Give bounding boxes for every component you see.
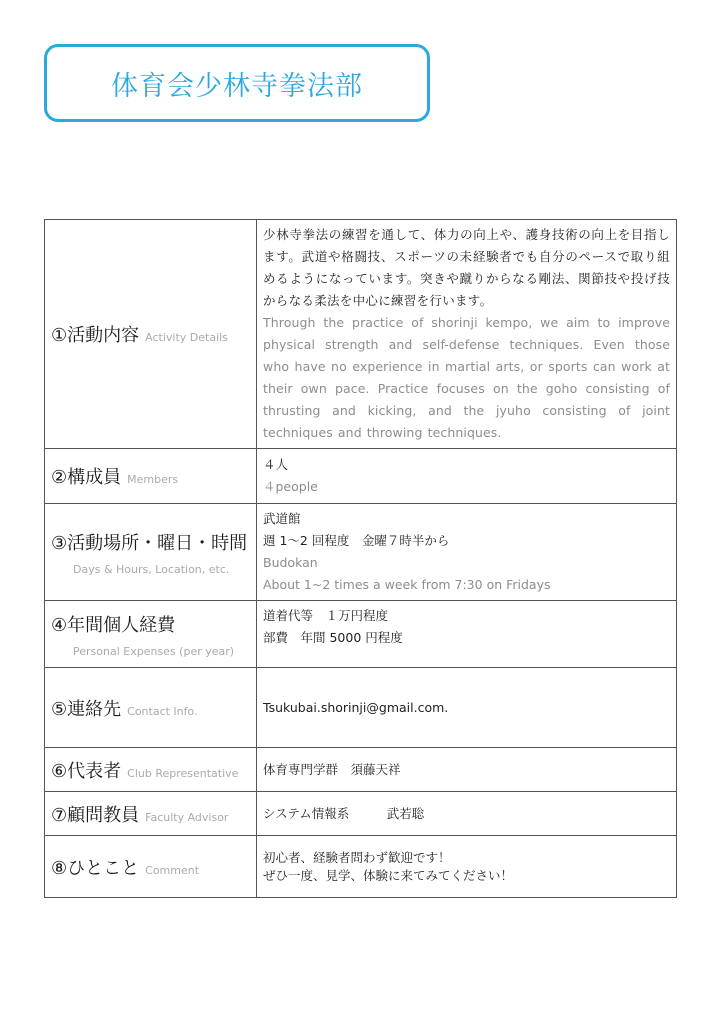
representative-name: 体育専門学群 須藤天祥 — [263, 761, 401, 777]
label-schedule: ③活動場所・曜日・時間 — [51, 532, 248, 554]
activity-text-jp: 少林寺拳法の練習を通して、体力の向上や、護身技術の向上を目指します。武道や格闘技、スポーツの未経験者でも自分のペースで取り組めるようになっています。突きや蹴りからなる剛法、関節技や投げ技からなる柔法を中心に練習を行います。 — [263, 227, 670, 308]
content-schedule — [257, 504, 677, 601]
row-label-schedule — [45, 504, 257, 601]
contact-email: Tsukubai.shorinji@gmail.com. — [263, 699, 449, 715]
content-comment — [257, 836, 677, 898]
row-label-representative — [45, 748, 257, 792]
comment-line-2: ぜひ一度、見学、体験に来てみてください！ — [263, 867, 514, 883]
schedule-place-en: Budokan — [263, 555, 318, 570]
label-en-contact: Contact Info. — [127, 704, 198, 718]
table-row-activity — [45, 220, 677, 449]
label-en-expenses: Personal Expenses (per year) — [73, 644, 235, 658]
row-label-comment — [45, 836, 257, 898]
content-expenses — [257, 601, 677, 668]
content-advisor — [257, 792, 677, 836]
table-row-members — [45, 449, 677, 504]
schedule-time-jp: 週 1～2 回程度 金曜７時半から — [263, 533, 450, 548]
schedule-place-jp: 武道館 — [263, 511, 301, 526]
content-members — [257, 449, 677, 504]
label-comment: ⑧ひとこと — [51, 857, 140, 879]
label-activity: ①活動内容 — [51, 325, 140, 346]
table-row-schedule — [45, 504, 677, 601]
table-row-expenses — [45, 601, 677, 668]
table-row-comment — [45, 836, 677, 898]
label-expenses: ④年間個人経費 — [51, 614, 176, 636]
row-label-contact — [45, 668, 257, 748]
row-label-activity — [45, 220, 257, 449]
label-representative: ⑥代表者 — [51, 760, 122, 782]
comment-line-1: 初心者、経験者問わず歓迎です！ — [263, 849, 451, 865]
label-advisor: ⑦顧問教員 — [51, 804, 140, 826]
content-representative — [257, 748, 677, 792]
label-en-advisor: Faculty Advisor — [145, 810, 229, 824]
label-en-activity: Activity Details — [145, 331, 228, 344]
label-en-members: Members — [127, 473, 179, 486]
label-contact: ⑤連絡先 — [51, 698, 122, 720]
row-label-members — [45, 449, 257, 504]
table-row-advisor — [45, 792, 677, 836]
table-row-contact — [45, 668, 677, 748]
content-activity — [257, 220, 677, 449]
members-count-en: ４people — [263, 479, 318, 494]
label-en-comment: Comment — [145, 863, 200, 877]
table-row-representative — [45, 748, 677, 792]
page-title: 体育会少林寺拳法部 — [111, 70, 363, 102]
club-info-table — [44, 219, 677, 898]
label-members: ②構成員 — [51, 467, 122, 488]
activity-text-en: Through the practice of shorinji kempo, we aim to improve physical strength and self-defense techniques. Even those who have no experience in martial arts, or sports can work at their own pace. Practice focuses on the goho consisting of thrusting and kicking, and the jyuho consisting of joint techniques and throwing techniques. — [263, 315, 670, 440]
title-box — [44, 44, 430, 122]
label-en-representative: Club Representative — [127, 766, 239, 780]
advisor-name: システム情報系 武若聡 — [263, 805, 425, 821]
members-count-jp: ４人 — [263, 457, 289, 472]
label-en-schedule: Days & Hours, Location, etc. — [73, 562, 230, 576]
schedule-time-en: About 1~2 times a week from 7:30 on Fridays — [263, 577, 551, 592]
expenses-uniform: 道着代等 １万円程度 — [263, 608, 389, 623]
row-label-advisor — [45, 792, 257, 836]
expenses-dues: 部費 年間 5000 円程度 — [263, 630, 403, 645]
content-contact — [257, 668, 677, 748]
row-label-expenses — [45, 601, 257, 668]
